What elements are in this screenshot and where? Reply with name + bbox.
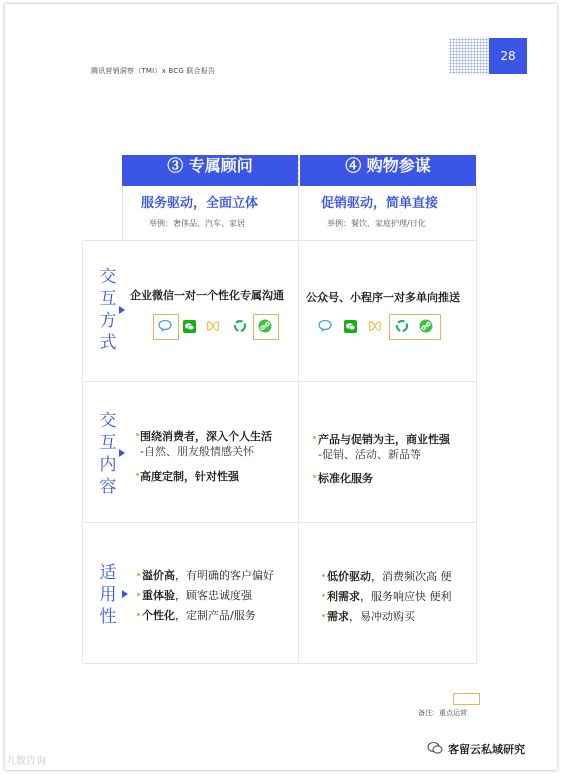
bullet-icon [137,593,140,596]
chat-bubble-icon [318,319,332,333]
legend-highlight-box [453,693,480,705]
chat-bubble-icon [158,319,172,333]
grid-line [82,522,476,523]
grid-line [82,663,476,664]
bullet-icon [136,433,139,436]
content-advisor-item-2: -自然、朋友般情感关怀 [140,445,254,458]
row-label-applicability: 适用性 [99,563,117,627]
column-header-exclusive-advisor: ③ 专属顾问 [122,155,298,186]
content-shopping-item-2: -促销、活动、新品等 [318,448,421,461]
interaction-method-advisor: 企业微信一对一个性化专属沟通 [130,289,284,302]
content-shopping-item-1: 产品与促销为主，商业性强 [318,433,450,446]
grid-line [82,240,83,664]
grid-line [82,381,476,382]
interaction-method-shopping: 公众号、小程序一对多单向推送 [306,291,460,304]
grid-line [476,186,477,664]
applicability-shopping-item-1: 低价驱动，消费频次高 便 [327,570,452,583]
bullet-icon [313,436,316,439]
applicability-advisor-item-2: 重体验，顾客忠诚度强 [142,589,252,602]
bullet-icon [137,573,140,576]
bullet-icon [322,594,325,597]
bullet-icon [136,473,139,476]
applicability-advisor-item-1: 溢价高，有明确的客户偏好 [142,569,274,582]
wechat-icon [343,319,357,333]
row-arrow-icon [119,306,125,314]
link-icon [258,319,272,333]
row-arrow-icon [119,449,125,457]
report-title: 腾讯营销洞察（TMI）x BCG 联合报告 [91,67,216,75]
column-subtitle-service: 服务驱动，全面立体 [141,196,259,211]
grid-line [82,240,476,241]
grid-line [122,186,123,240]
page-number: 28 [489,38,527,74]
column-subtitle-promotion: 促销驱动，简单直接 [321,196,439,211]
recycle-icon [395,319,409,333]
butterfly-icon [368,319,382,333]
column-header-shopping-advisor: ④ 购物参谋 [300,155,476,186]
column-example-promotion: 举例：餐饮、家庭护理/日化 [327,219,426,228]
row-label-interaction-content: 交互内容 [99,411,117,497]
recycle-icon [233,319,247,333]
wechat-icon [182,319,196,333]
bullet-icon [313,475,316,478]
applicability-shopping-item-2: 利需求，服务响应快 便利 [327,590,452,603]
content-advisor-item-1: 围绕消费者，深入个人生活 [140,430,272,443]
row-arrow-icon [122,590,128,598]
bullet-icon [322,614,325,617]
content-advisor-item-3: 高度定制，针对性强 [140,470,239,483]
band-divider [298,158,299,183]
applicability-advisor-item-3: 个性化，定制产品/服务 [142,609,256,622]
dot-pattern-decoration [449,38,491,74]
bullet-icon [322,574,325,577]
content-shopping-item-3: 标准化服务 [318,472,373,485]
watermark-left: 九数咨询 [6,756,46,767]
bullet-icon [137,613,140,616]
wechat-logo-icon [427,740,443,756]
report-page [5,4,557,770]
applicability-shopping-item-3: 需求，易冲动购买 [327,610,415,623]
watermark-right: 客留云私域研究 [448,743,525,756]
row-label-interaction-method: 交互方式 [99,267,117,353]
butterfly-icon [206,319,220,333]
link-icon [419,319,433,333]
grid-line [298,186,299,664]
footer-note: 备注：重点运营 [418,709,467,717]
column-example-service: 举例：奢侈品、汽车、家居 [149,219,245,228]
